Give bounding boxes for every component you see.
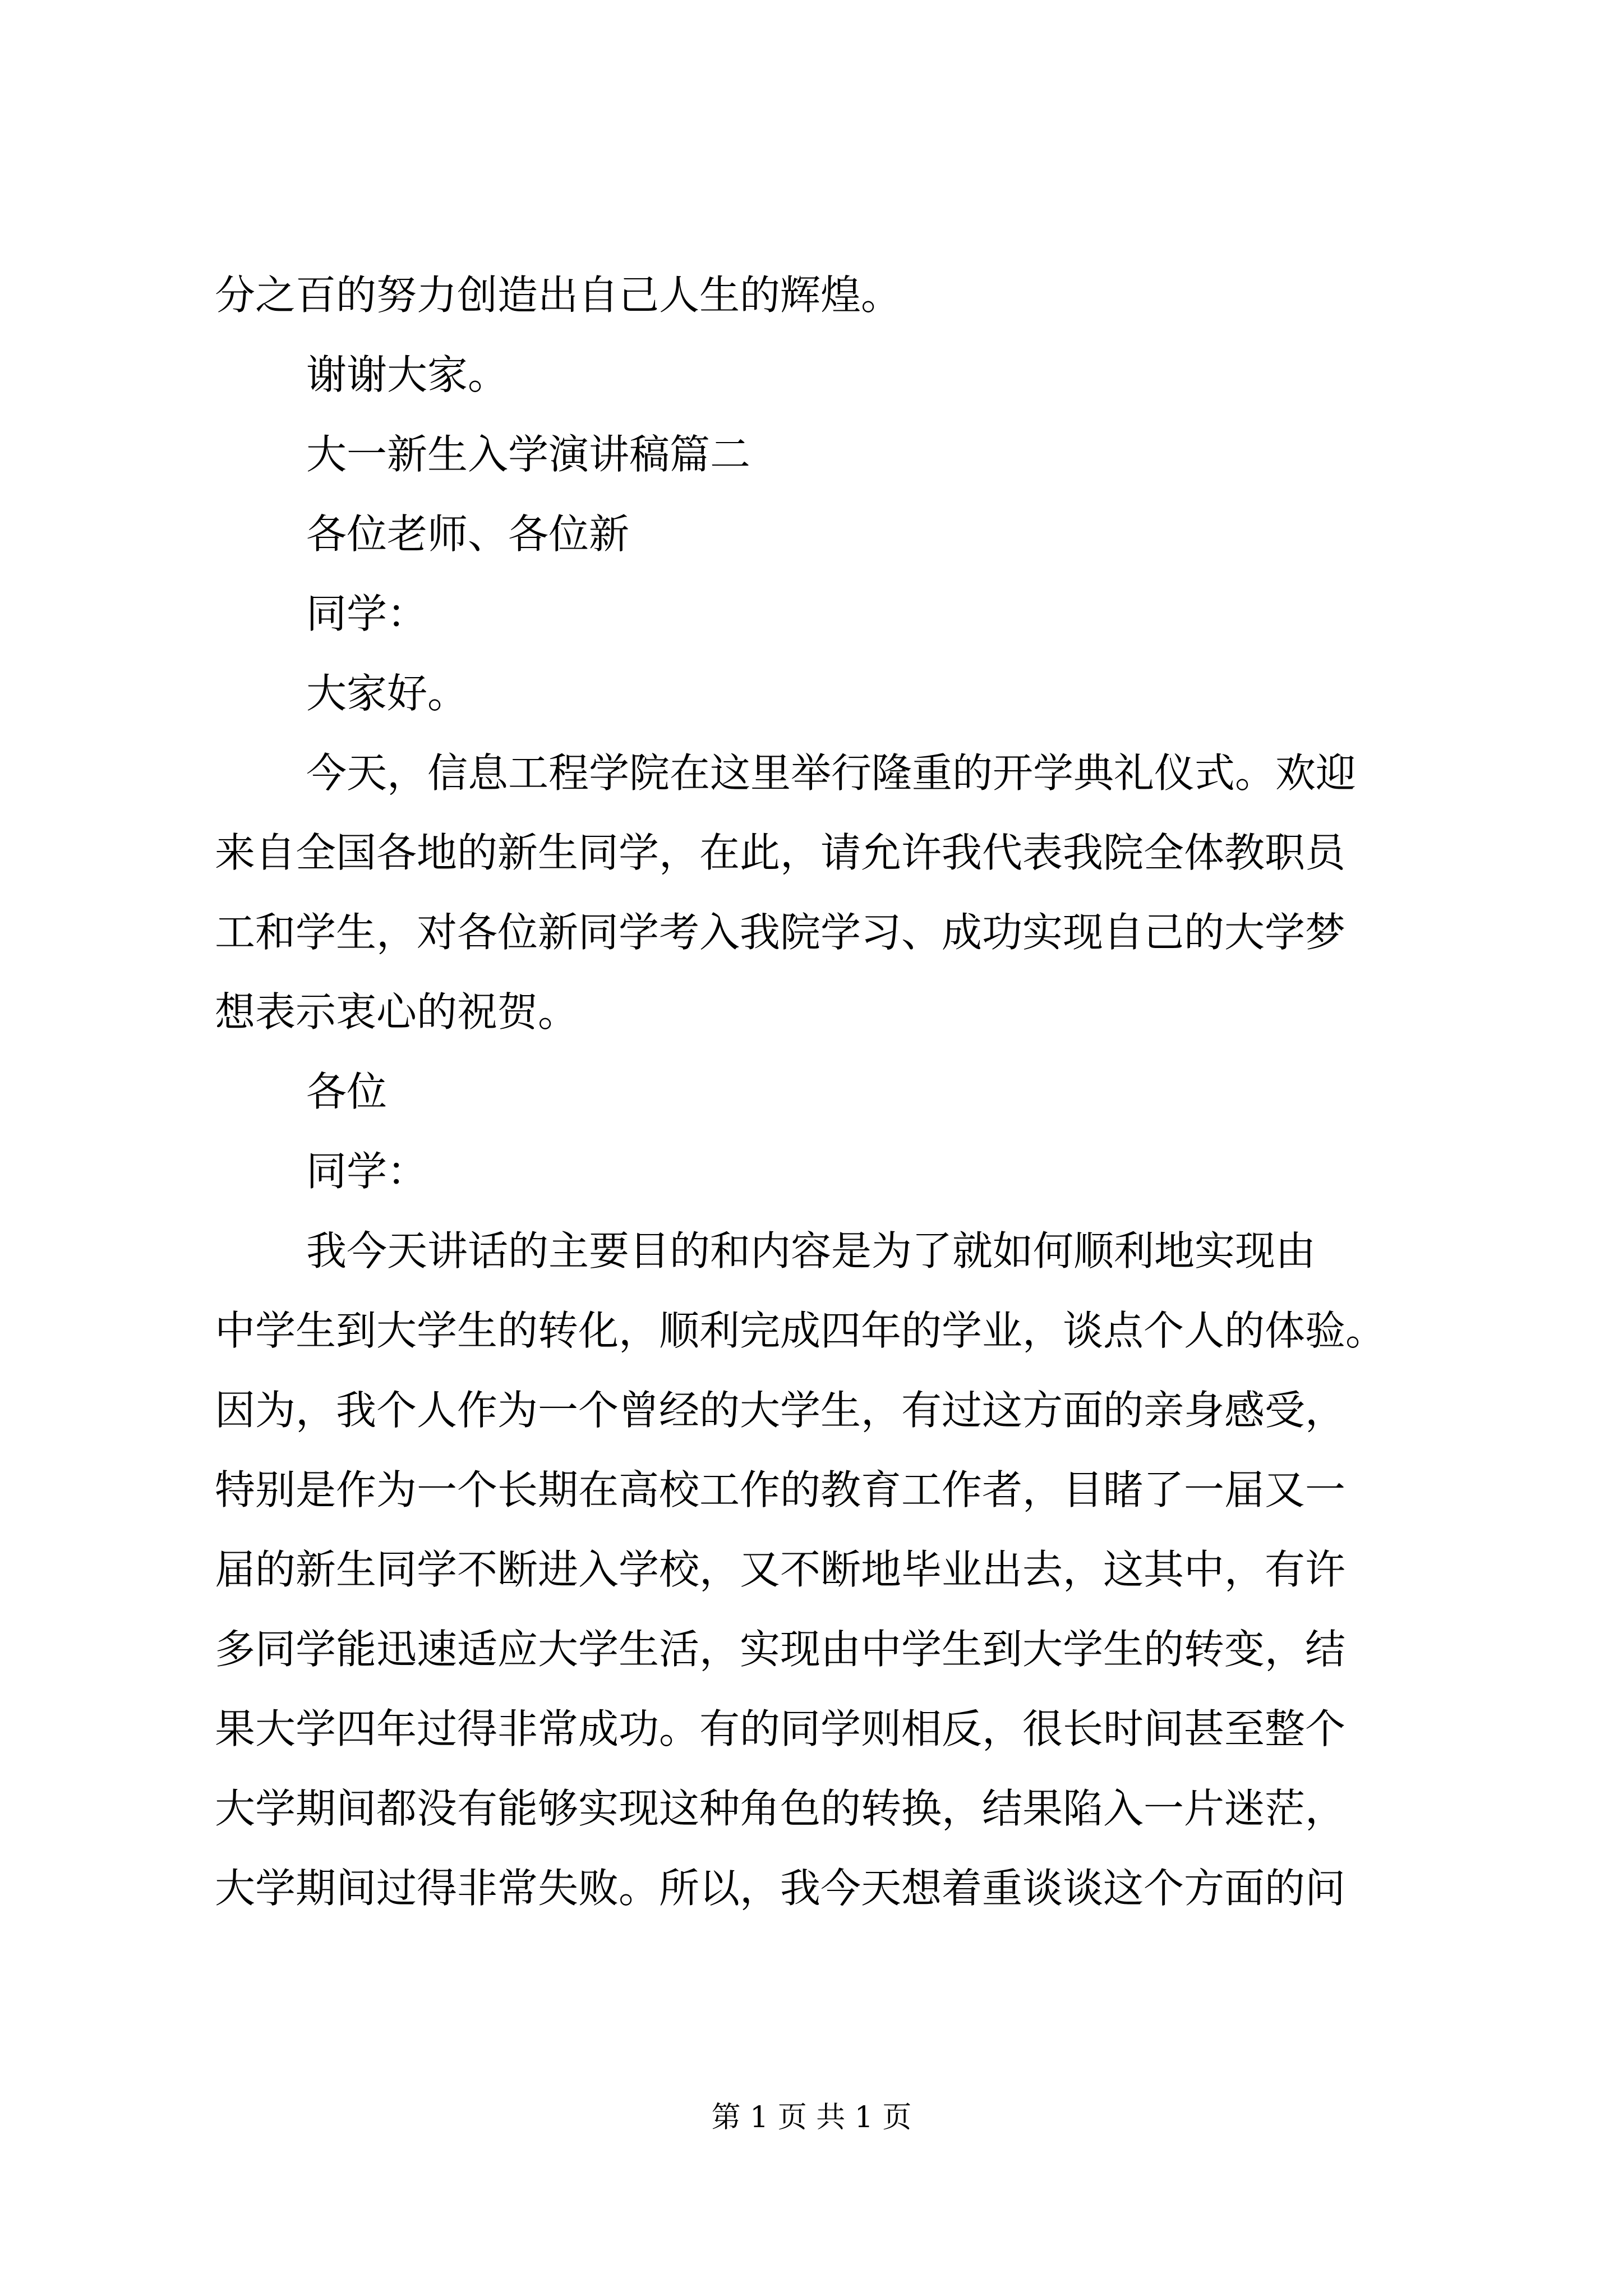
salutation-line: 各位 xyxy=(306,1068,388,1115)
salutation-line: 各位老师、各位新 xyxy=(306,510,630,558)
paragraph-line: 届的新生同学不断进入学校，又不断地毕业出去，这其中，有许 xyxy=(215,1546,1346,1593)
paragraph-line: 想表示衷心的祝贺。 xyxy=(215,988,579,1036)
paragraph-line: 中学生到大学生的转化，顺利完成四年的学业，谈点个人的体验。 xyxy=(215,1307,1386,1354)
paragraph-line: 因为，我个人作为一个曾经的大学生，有过这方面的亲身感受， xyxy=(215,1387,1346,1434)
page-footer xyxy=(0,2098,1623,2137)
paragraph-line: 今天，信息工程学院在这里举行隆重的开学典礼仪式。欢迎 xyxy=(306,749,1357,797)
document-body xyxy=(215,255,1421,1928)
paragraph-line: 多同学能迅速适应大学生活，实现由中学生到大学生的转变，结 xyxy=(215,1626,1346,1673)
section-heading: 大一新生入学演讲稿篇二 xyxy=(306,431,751,478)
salutation-line: 同学： xyxy=(306,590,428,637)
greeting-line: 大家好。 xyxy=(306,670,468,717)
closing-line: 谢谢大家。 xyxy=(306,351,509,398)
paragraph-line: 果大学四年过得非常成功。有的同学则相反，很长时间甚至整个 xyxy=(215,1705,1346,1752)
paragraph-line: 来自全国各地的新生同学，在此，请允许我代表我院全体教职员 xyxy=(215,829,1346,876)
paragraph-line: 大学期间过得非常失败。所以，我今天想着重谈谈这个方面的问 xyxy=(215,1865,1346,1912)
salutation-line: 同学： xyxy=(306,1148,428,1195)
paragraph-line: 我今天讲话的主要目的和内容是为了就如何顺利地实现由 xyxy=(306,1227,1316,1274)
paragraph-line: 大学期间都没有能够实现这种角色的转换，结果陷入一片迷茫， xyxy=(215,1785,1346,1832)
paragraph-line: 分之百的努力创造出自己人生的辉煌。 xyxy=(215,272,902,319)
paragraph-line: 特别是作为一个长期在高校工作的教育工作者，目睹了一届又一 xyxy=(215,1466,1346,1513)
paragraph-line: 工和学生，对各位新同学考入我院学习、成功实现自己的大学梦 xyxy=(215,909,1346,956)
page-number-label: 第 1 页 共 1 页 xyxy=(711,2101,912,2134)
